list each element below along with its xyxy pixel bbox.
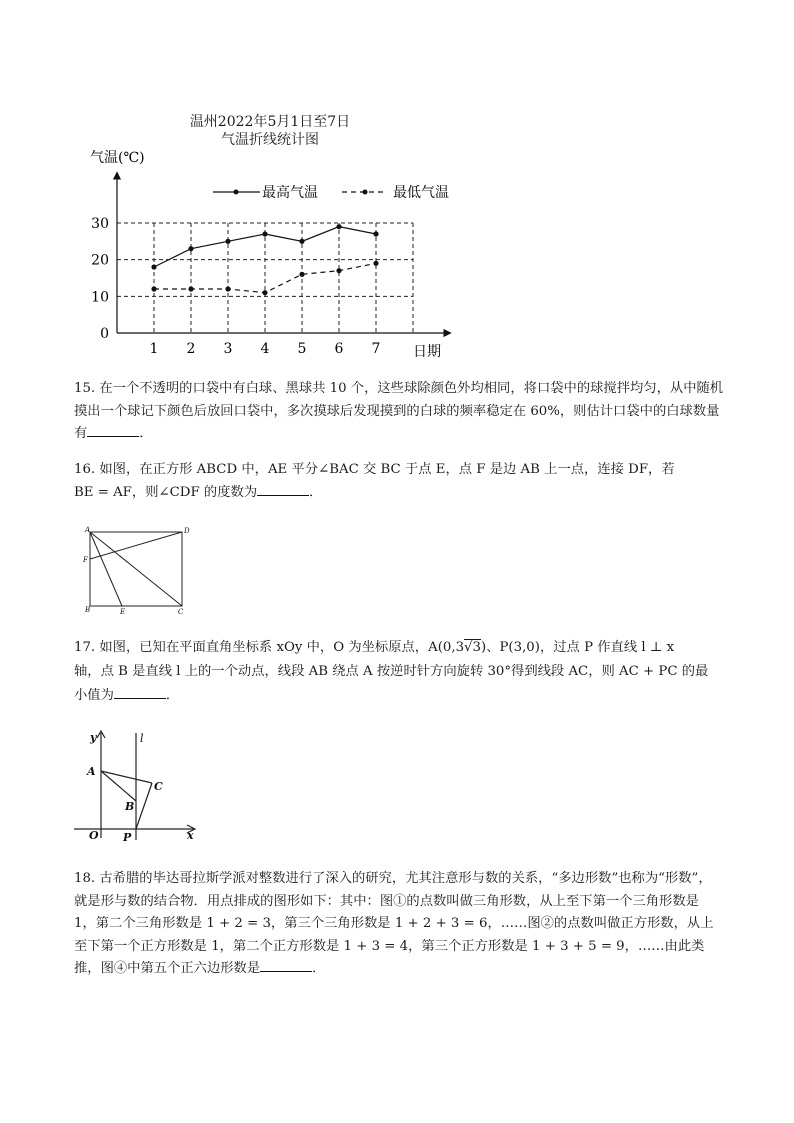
q15-text: 15. 在一个不透明的口袋中有白球、黑球共 10 个，这些球除颜色外均相同，将口袋中的球搅拌均匀，从中随机摸出一个球记下颜色后放回口袋中，多次摸球后发现摸到的白球的频率稳定在 60%，则估计口袋中的白球数量有 <box>74 381 724 441</box>
y-axis-label: 气温(℃) <box>90 150 145 166</box>
x-tick-1: 1 <box>149 341 159 357</box>
segment-ac <box>90 532 182 606</box>
q17-sqrt-number: 3 <box>472 640 481 655</box>
label-x: x <box>187 829 194 842</box>
label-p: P <box>123 831 132 844</box>
chart-title-line1: 温州2022年5月1日至7日 <box>189 114 351 130</box>
point-high-6 <box>336 224 341 229</box>
x-tick-3: 3 <box>223 341 233 357</box>
label-a: A <box>87 765 96 778</box>
legend-low-marker <box>363 190 368 195</box>
point-high-7 <box>373 231 378 236</box>
legend-high-marker <box>234 190 239 195</box>
point-low-6 <box>336 268 341 273</box>
point-low-3 <box>225 286 230 291</box>
q16-end: ． <box>309 484 323 500</box>
question-17 <box>74 636 724 708</box>
label-d: D <box>184 527 190 535</box>
question-16 <box>74 459 724 504</box>
label-l: l <box>140 732 144 745</box>
point-low-1 <box>151 286 156 291</box>
y-tick-labels <box>91 216 109 342</box>
legend-low-label: 最低气温 <box>393 185 449 201</box>
chart-title-line2: 气温折线统计图 <box>221 132 319 148</box>
point-high-5 <box>299 239 304 244</box>
q17-line3: 小值为 <box>74 688 114 703</box>
point-low-5 <box>299 272 304 277</box>
q17-answer-blank <box>114 686 166 699</box>
q18-text: 18. 古希腊的毕达哥拉斯学派对整数进行了深入的研究，尤其注意形与数的关系，“多边形数”也称为“形数”，就是形与数的结合物．用点排成的图形如下：其中：图①的点数叫做三角形数，从上至下第一个三角形数是 1，第二个三角形数是 1 + 2 = 3，第三个三角形数是 1 + 2 + 3 = 6，……图②的点数叫做正方形数，从上至下第一个正方形数是 1，第二个正方形数是 1 + 3 = 4，第三个正方形数是 1 + 3 + 5 = 9，……由此类推，图④中第五个正六边形数是 <box>74 871 714 976</box>
legend-high-label: 最高气温 <box>262 185 318 201</box>
x-tick-6: 6 <box>334 341 344 357</box>
point-high-2 <box>188 246 193 251</box>
x-tick-7: 7 <box>371 341 381 357</box>
q16-line1: 16. 如图，在正方形 ABCD 中，AE 平分∠BAC 交 BC 于点 E，点 F 是边 AB 上一点，连接 DF，若 <box>74 462 675 477</box>
q18-answer-blank <box>260 959 312 972</box>
x-tick-5: 5 <box>297 341 307 357</box>
q17-sqrt: √3 <box>464 640 481 655</box>
segment-df <box>90 532 182 559</box>
x-tick-labels <box>150 341 381 357</box>
chart-grid <box>117 223 413 333</box>
label-y: y <box>90 731 97 744</box>
q15-end: ． <box>139 426 153 441</box>
question-15 <box>74 378 724 446</box>
segment-ae <box>90 532 122 606</box>
question-18 <box>74 868 724 981</box>
point-high-4 <box>262 231 267 236</box>
q17-line2: 轴，点 B 是直线 l 上的一个动点，线段 AB 绕点 A 按逆时针方向旋转 30°得到线段 AC，则 AC + PC 的最 <box>74 664 709 679</box>
y-tick-20: 20 <box>91 252 109 269</box>
label-c: C <box>154 780 163 793</box>
point-low-2 <box>188 286 193 291</box>
q15-answer-blank <box>87 424 139 437</box>
q16-square-figure <box>80 525 195 617</box>
temperature-line-chart <box>80 140 480 365</box>
q17-coordinate-figure <box>70 728 205 848</box>
x-tick-4: 4 <box>260 341 270 357</box>
q17-end: ． <box>165 688 180 703</box>
q17-line1a: 17. 如图，已知在平面直角坐标系 xOy 中，O 为坐标原点，A(0,3 <box>74 640 465 655</box>
label-c: C <box>178 608 184 616</box>
q16-answer-blank <box>257 483 309 496</box>
point-high-1 <box>151 264 156 269</box>
y-tick-0: 0 <box>100 326 109 342</box>
q18-end: ． <box>312 961 326 976</box>
point-low-4 <box>262 290 267 295</box>
y-tick-10: 10 <box>91 289 109 306</box>
x-tick-2: 2 <box>186 341 196 357</box>
q17-line1b: )、P(3,0)，过点 P 作直线 l ⊥ x <box>481 640 675 655</box>
x-axis-label: 日期 <box>413 344 441 360</box>
point-low-7 <box>373 261 378 266</box>
point-high-3 <box>225 239 230 244</box>
y-tick-30: 30 <box>91 216 109 232</box>
label-o: O <box>89 829 99 842</box>
q16-line2: BE = AF，则∠CDF 的度数为 <box>74 484 258 500</box>
label-e: E <box>120 608 126 616</box>
segment-pc <box>136 783 152 829</box>
chart-legend <box>213 184 449 201</box>
label-b: B <box>125 800 135 813</box>
label-b: B <box>85 606 91 614</box>
label-f: F <box>83 556 88 564</box>
label-a: A <box>85 526 91 534</box>
